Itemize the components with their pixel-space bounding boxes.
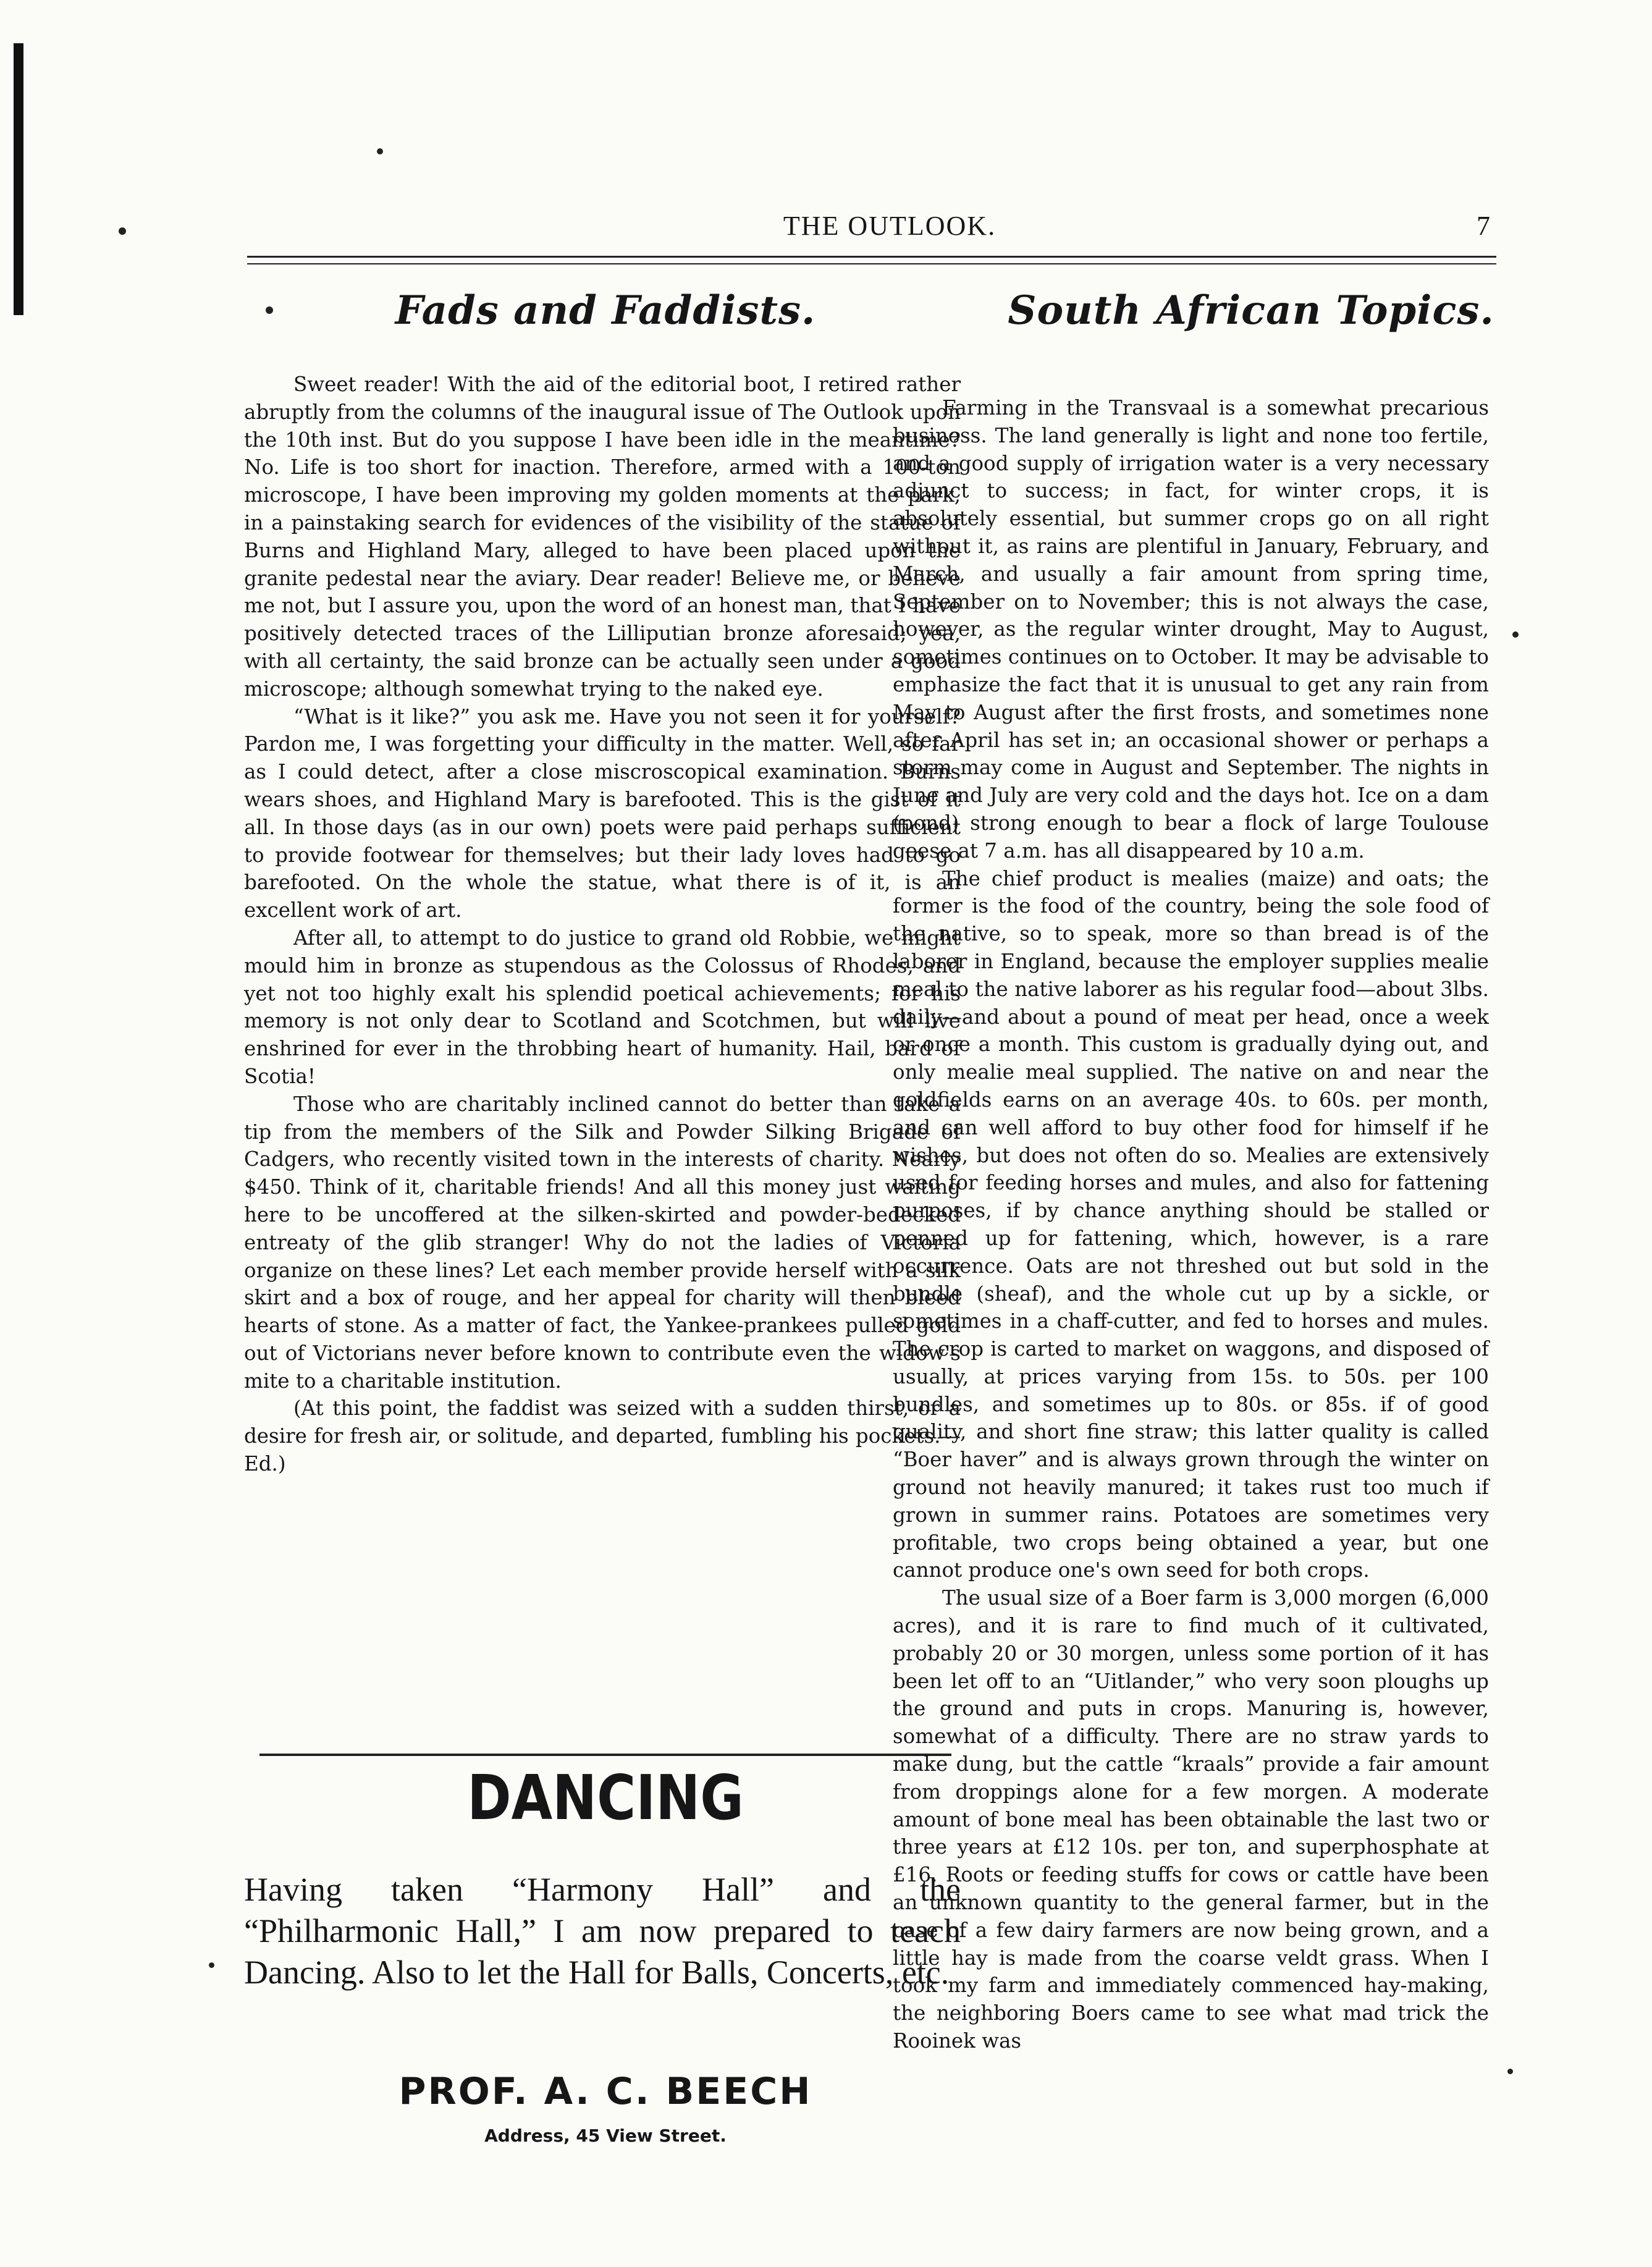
right-article-title: South African Topics. [1008, 287, 1494, 334]
right-paragraph: Farming in the Transvaal is a somewhat precarious business. The land generally is light and none too fertile, and a good supply of irrigation water is a very necessary adjunct to success; in fact, for winter crops, it is absolutely essential, but summer crops go on all right without it, as rains are plentiful in January, February, and March, and usually a fair amount from spring time, September on to November; this is not always the case, however, as the regular winter drought, May to August, sometimes continues on to October. It may be advisable to emphasize the fact that it is unusual to get any rain from May to August after the first frosts, and sometimes none after April has set in; an occasional shower or perhaps a storm may come in August and September. The nights in June and July are very cold and the days hot. Ice on a dam (pond) strong enough to bear a flock of large Toulouse geese at 7 a.m. has all disappeared by 10 a.m. [893, 396, 1489, 863]
right-article-body [893, 394, 1489, 2055]
ad-name: PROF. A. C. BEECH [398, 2070, 812, 2113]
left-article-body [244, 371, 961, 1478]
scan-edge-mark [14, 43, 23, 315]
ad-body: Having taken “Harmony Hall” and the “Philharmonic Hall,” I am now prepared to teach Dancing. Also to let the Hall for Balls, Concerts, etc. [244, 1871, 961, 1991]
running-head: THE OUTLOOK. [783, 211, 997, 241]
ad-address: Address, 45 View Street. [484, 2126, 727, 2146]
scan-speck [377, 148, 383, 154]
header-rule [247, 256, 1496, 258]
ad-headline: DANCING [467, 1762, 744, 1834]
scan-speck [209, 1962, 214, 1968]
scan-speck [1512, 631, 1519, 638]
scan-speck [119, 227, 126, 235]
scan-speck [1507, 2069, 1513, 2074]
header-rule-thin [247, 263, 1496, 264]
page-number: 7 [1477, 211, 1490, 241]
left-paragraph: Sweet reader! With the aid of the editorial boot, I retired rather abruptly from the columns of the inaugural issue of The Outlook upon the 10th inst. But do you suppose I have been idle in the meantime? No. Life is too short for inaction. Therefore, armed with a 100-ton microscope, I have been improving my golden moments at the park, in a painstaking search for evidences of the visibility of the statue of Burns and Highland Mary, alleged to have been placed upon the granite pedestal near the aviary. Dear reader! Believe me, or believe me not, but I assure you, upon the word of an honest man, that I have positively detected traces of the Lilliputian bronze aforesaid; yea, with all certainty, the said bronze can be actually seen under a good microscope; although somewhat trying to the naked eye. [244, 373, 961, 701]
right-paragraph: The usual size of a Boer farm is 3,000 morgen (6,000 acres), and it is rare to find much of it cultivated, probably 20 or 30 morgen, unless some portion of it has been let off to an “Uitlander,” who very soon ploughs up the ground and puts in crops. Manuring is, however, somewhat of a difficulty. There are no straw yards to make dung, but the cattle “kraals” provide a fair amount from droppings alone for a few morgen. A moderate amount of bone meal has been obtainable the last two or three years at £12 10s. per ton, and superphosphate at £16. Roots or feeding stuffs for cows or cattle have been an unknown quantity to the general farmer, but in the case of a few dairy farmers are now being grown, and a little hay is made from the coarse veldt grass. When I took my farm and immediately commenced hay-making, the neighboring Boers came to see what mad trick the Rooinek was [893, 1586, 1489, 2053]
left-paragraph: (At this point, the faddist was seized with a sudden thirst, or a desire for fresh air, or solitude, and departed, fumbling his pockets.—Ed.) [244, 1396, 961, 1476]
right-paragraph: The chief product is mealies (maize) and oats; the former is the food of the country, being the sole food of the native, so to speak, more so than bread is of the laborer in England, because the employer supplies mealie meal to the native laborer as his regular food—about 3lbs. daily—and about a pound of meat per head, once a week or once a month. This custom is gradually dying out, and only mealie meal supplied. The native on and near the goldfields earns on an average 40s. to 60s. per month, and can well afford to buy other food for himself if he wishes, but does not often do so. Mealies are extensively used for feeding horses and mules, and also for fattening purposes, if by chance anything should be stalled or penned up for fattening, which, however, is a rare occurrence. Oats are not threshed out but sold in the bundle (sheaf), and the whole cut up by a sickle, or sometimes in a chaff-cutter, and fed to horses and mules. The crop is carted to market on waggons, and disposed of usually, at prices varying from 15s. to 50s. per 100 bundles, and sometimes up to 80s. or 85s. if of good quality, and short fine straw; this latter quality is called “Boer haver” and is always grown through the winter on ground not heavily manured; it takes rust too much if grown in summer rains. Potatoes are sometimes very profitable, two crops being obtained a year, but one cannot produce one's own seed for both crops. [893, 866, 1489, 1582]
left-article-title: Fads and Faddists. [395, 287, 816, 334]
left-paragraph: “What is it like?” you ask me. Have you not seen it for yourself? Pardon me, I was forgetting your difficulty in the matter. Well, so far as I could detect, after a close miscroscopical examination. Burns wears shoes, and Highland Mary is barefooted. This is the gist of it all. In those days (as in our own) poets were paid perhaps sufficient to provide footwear for themselves; but their lady loves had to go barefooted. On the whole the statue, what there is of it, is an excellent work of art. [244, 704, 961, 922]
left-paragraph: Those who are charitably inclined cannot do better than take a tip from the members of the Silk and Powder Silking Brigade of Cadgers, who recently visited town in the interests of charity. Nearly $450. Think of it, charitable friends! And all this money just waiting here to be uncoffered at the silken-skirted and powder-bedecked entreaty of the glib stranger! Why do not the ladies of Victoria organize on these lines? Let each member provide herself with a silk skirt and a box of rouge, and her appeal for charity will then bleed hearts of stone. As a matter of fact, the Yankee-prankees pulled gold out of Victorians never before known to contribute even the widow's mite to a charitable institution. [244, 1092, 961, 1393]
left-paragraph: After all, to attempt to do justice to grand old Robbie, we might mould him in bronze as stupendous as the Colossus of Rhodes, and yet not too highly exalt his splendid poetical achievements; for his memory is not only dear to Scotland and Scotchmen, but will live enshrined for ever in the throbbing heart of humanity. Hail, bard of Scotia! [244, 926, 961, 1088]
ad-separator-rule [259, 1754, 951, 1756]
